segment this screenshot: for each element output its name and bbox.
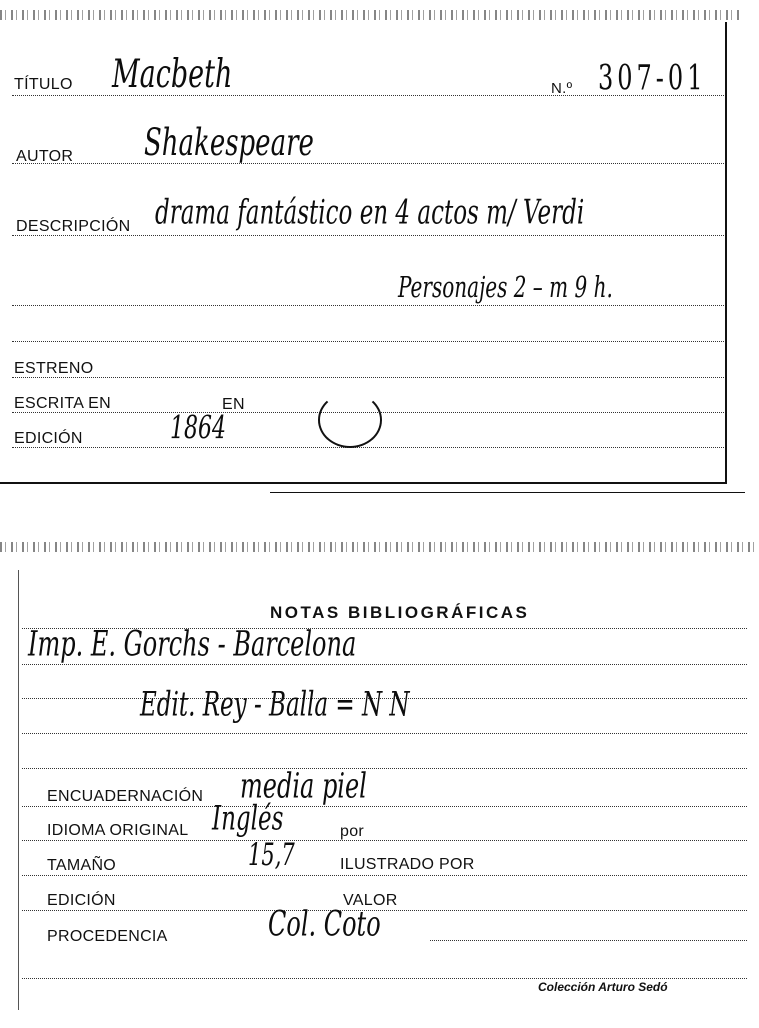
rule-footer: [22, 978, 747, 979]
titulo-value: Macbeth: [112, 52, 233, 97]
descripcion-value-2: Personajes 2 – m 9 h.: [398, 269, 613, 304]
top-card-lower-rule: [270, 492, 745, 493]
idioma-label: IDIOMA ORIGINAL: [47, 822, 189, 839]
note-line-1: Imp. E. Gorchs - Barcelona: [28, 623, 357, 664]
autor-label: AUTOR: [16, 148, 74, 165]
rule-estreno: [12, 377, 724, 378]
edicion-value: 1864: [170, 410, 226, 447]
rule-edicion: [12, 447, 724, 448]
rule-idioma: [22, 840, 747, 841]
note-line-2: Edit. Rey - Balla = N N: [140, 686, 410, 724]
tamano-value: 15,7: [248, 837, 295, 872]
autor-value: Shakespeare: [144, 121, 314, 165]
bottom-card-left-border: [18, 570, 19, 1010]
numero-label: N.º: [551, 80, 573, 97]
procedencia-label: PROCEDENCIA: [47, 928, 168, 945]
bottom-card-edge: [0, 542, 755, 552]
rule-procedencia: [430, 940, 747, 941]
encuadernacion-label: ENCUADERNACIÓN: [47, 788, 204, 805]
top-card-bottom-border: [0, 482, 727, 484]
collection-footer: Colección Arturo Sedó: [538, 980, 668, 994]
titulo-label: TÍTULO: [14, 76, 73, 93]
procedencia-value: Col. Coto: [268, 903, 381, 944]
rule-notas-4: [22, 733, 747, 734]
descripcion-value: drama fantástico en 4 actos m/ Verdi: [155, 194, 585, 232]
numero-value: 307-01: [598, 57, 707, 98]
rule-encuadernacion: [22, 806, 747, 807]
rule-blank: [12, 341, 724, 342]
rule-notas-5: [22, 768, 747, 769]
valor-label: VALOR: [343, 892, 398, 909]
descripcion-label: DESCRIPCIÓN: [16, 218, 131, 235]
bottom-catalog-card: [0, 530, 759, 1028]
top-catalog-card: [0, 0, 759, 500]
rule-autor: [12, 163, 724, 164]
rule-notas-2: [22, 664, 747, 665]
estreno-label: ESTRENO: [14, 360, 94, 377]
edicion-b-label: EDICIÓN: [47, 892, 116, 909]
rule-edicion-b: [22, 910, 747, 911]
notas-heading: NOTAS BIBLIOGRÁFICAS: [270, 603, 530, 622]
escrita-label: ESCRITA EN: [14, 395, 111, 412]
punch-hole: [318, 392, 382, 448]
rule-tamano: [22, 875, 747, 876]
encuadernacion-value: media piel: [240, 765, 367, 806]
rule-descripcion-2: [12, 305, 724, 306]
idioma-value: Inglés: [212, 800, 284, 838]
top-card-edge: [0, 10, 740, 20]
en-label: EN: [222, 396, 245, 413]
top-card-right-border: [725, 22, 727, 484]
ilustrado-label: ILUSTRADO POR: [340, 856, 475, 873]
por-label: por: [340, 823, 365, 840]
edicion-label: EDICIÓN: [14, 430, 83, 447]
tamano-label: TAMAÑO: [47, 857, 117, 874]
